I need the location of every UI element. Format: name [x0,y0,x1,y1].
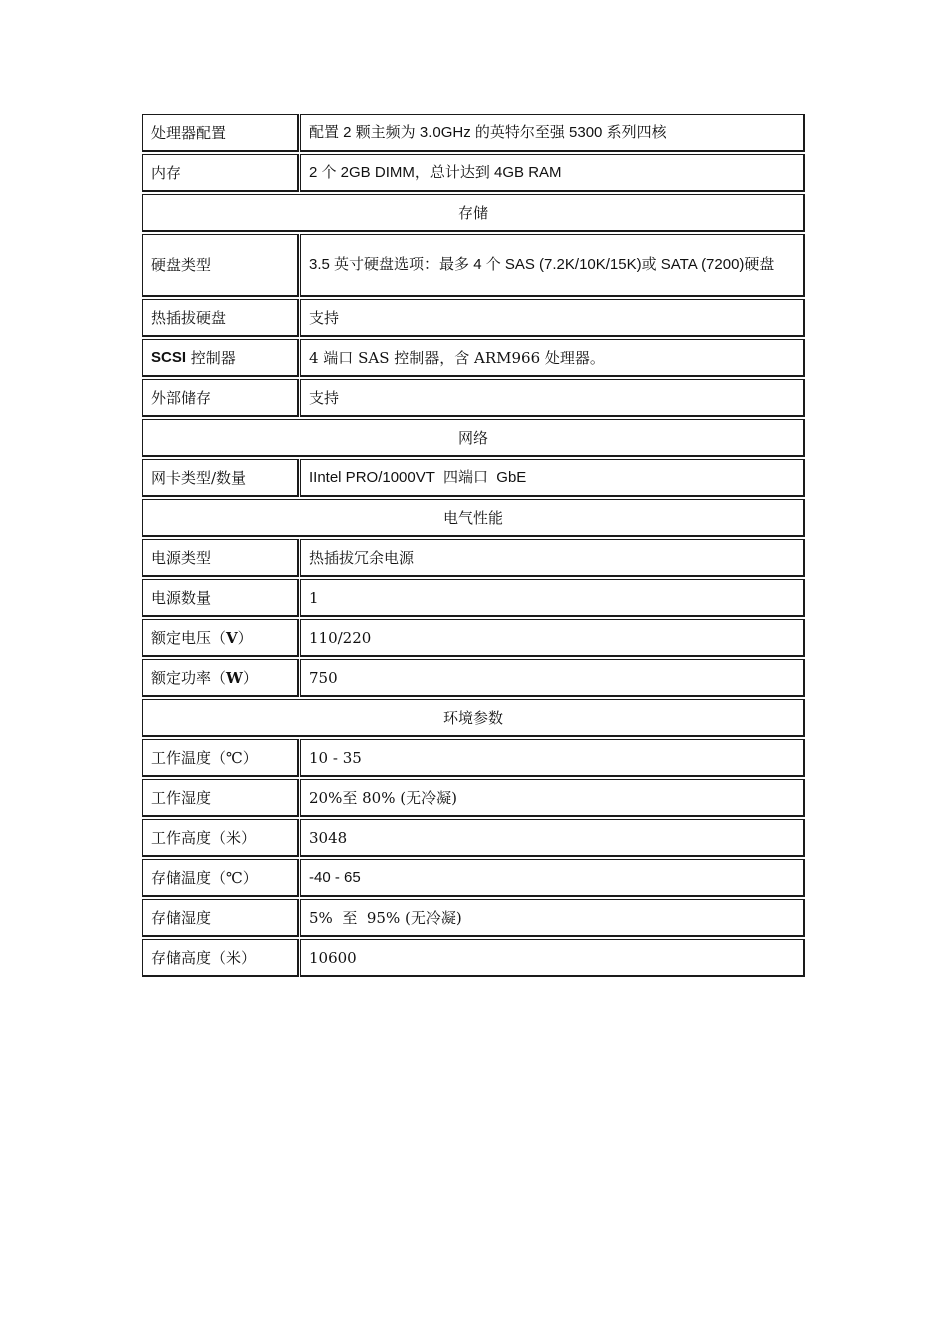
row-label: 处理器配置 [142,114,299,152]
row-value: 110/220 [300,619,805,657]
table-row-op-temp [142,739,805,777]
row-value: 750 [300,659,805,697]
table-row-op-humidity [142,779,805,817]
row-value: 1 [300,579,805,617]
row-label: 工作湿度 [142,779,299,817]
table-row-rated-voltage [142,619,805,657]
row-label: 存储高度（米） [142,939,299,977]
table-row-rated-power [142,659,805,697]
row-label-text: 控制器 [186,348,236,367]
table-row-psu-count [142,579,805,617]
row-label: 网卡类型/数量 [142,459,299,497]
row-label: 热插拔硬盘 [142,299,299,337]
row-label-prefix: 额定电压（ [151,628,227,647]
row-value: 支持 [300,299,805,337]
section-row-network [142,419,805,457]
row-label-prefix: SCSI [151,348,187,366]
section-title: 网络 [142,419,805,457]
row-value: 3048 [300,819,805,857]
section-row-environment [142,699,805,737]
row-label: 工作温度（℃） [142,739,299,777]
row-label-suffix: ） [242,668,258,687]
table-row-memory [142,154,805,192]
table-row-storage-humidity [142,899,805,937]
row-label-prefix: 额定功率（ [151,668,227,687]
table-row-op-altitude [142,819,805,857]
row-label [142,659,299,697]
spec-table [142,114,805,979]
table-row-storage-temp [142,859,805,897]
row-value: 配置 2 颗主频为 3.0GHz 的英特尔至强 5300 系列四核 [300,114,805,152]
row-value: 10 - 35 [300,739,805,777]
table-row-nic [142,459,805,497]
row-value: 10600 [300,939,805,977]
row-label: 外部储存 [142,379,299,417]
row-label-unit: V [226,628,238,647]
row-value: 支持 [300,379,805,417]
row-value: 热插拔冗余电源 [300,539,805,577]
row-label: 存储温度（℃） [142,859,299,897]
section-title: 环境参数 [142,699,805,737]
section-row-storage [142,194,805,232]
row-value: 20%至 80% (无冷凝) [300,779,805,817]
table-row-storage-altitude [142,939,805,977]
row-label [142,619,299,657]
section-title: 存储 [142,194,805,232]
row-label: 电源数量 [142,579,299,617]
table-row-hotplug-disk [142,299,805,337]
row-label: 存储湿度 [142,899,299,937]
table-row-disk-type [142,234,805,297]
row-label: 内存 [142,154,299,192]
row-label: 硬盘类型 [142,234,299,297]
section-title: 电气性能 [142,499,805,537]
row-label: 电源类型 [142,539,299,577]
row-label-unit: W [226,668,243,687]
table-row-psu-type [142,539,805,577]
table-row-external-storage [142,379,805,417]
row-value: 2 个 2GB DIMM，总计达到 4GB RAM [300,154,805,192]
row-value: 4 端口 SAS 控制器，含 ARM966 处理器。 [300,339,805,377]
row-value: -40 - 65 [300,859,805,897]
table-row-cpu [142,114,805,152]
row-label-suffix: ） [237,628,253,647]
table-row-scsi-controller [142,339,805,377]
row-label [142,339,299,377]
row-value: 5% 至 95% (无冷凝) [300,899,805,937]
row-value: IIntel PRO/1000VT 四端口 GbE [300,459,805,497]
row-label: 工作高度（米） [142,819,299,857]
row-value: 3.5 英寸硬盘选项：最多 4 个 SAS (7.2K/10K/15K)或 SATA (7200)硬盘 [300,234,805,297]
section-row-electrical [142,499,805,537]
